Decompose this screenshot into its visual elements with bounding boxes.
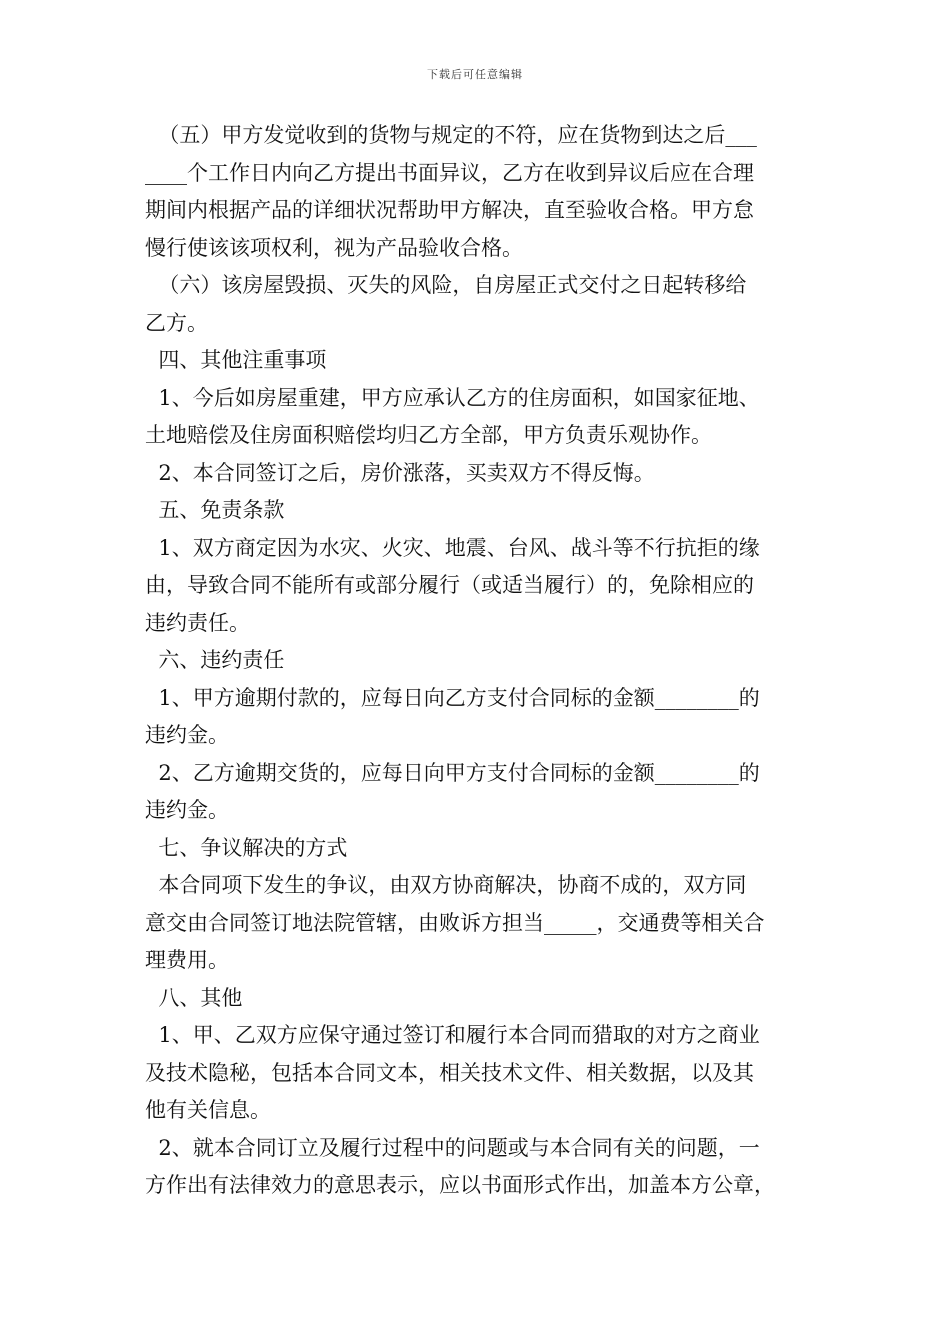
section-heading: 八、其他 — [145, 985, 243, 1010]
text-line: （六）该房屋毁损、灭失的风险，自房屋正式交付之日起转移给 — [145, 273, 747, 297]
text-line: 违约金。 — [145, 798, 229, 822]
text-line: 本合同项下发生的争议，由双方协商解决，协商不成的，双方同 — [145, 873, 747, 897]
text-line: 由，导致合同不能所有或部分履行（或适当履行）的，免除相应的 — [145, 573, 754, 597]
text-line: 1、甲、乙双方应保守通过签订和履行本合同而猎取的对方之商业 — [145, 1023, 760, 1047]
text-line: 及技术隐秘，包括本合同文本，相关技术文件、相关数据，以及其 — [145, 1060, 754, 1085]
contract-body — [145, 117, 809, 1205]
text-line: 1、甲方逾期付款的，应每日向乙方支付合同标的金额________的 — [145, 685, 760, 710]
text-line: 土地赔偿及住房面积赔偿均归乙方全部，甲方负责乐观协作。 — [145, 423, 712, 447]
text-line: ____个工作日内向乙方提出书面异议，乙方在收到异议后应在合理 — [145, 160, 754, 185]
section-heading: 六、违约责任 — [145, 648, 285, 672]
page-header-note: 下载后可任意编辑 — [427, 68, 523, 81]
text-line: 期间内根据产品的详细状况帮助甲方解决，直至验收合格。甲方怠 — [145, 198, 754, 222]
text-line: 2、本合同签订之后，房价涨落，买卖双方不得反悔。 — [145, 460, 655, 485]
text-line: 慢行使该该项权利，视为产品验收合格。 — [145, 235, 523, 260]
text-line: 2、就本合同订立及履行过程中的问题或与本合同有关的问题，一 — [145, 1135, 760, 1160]
section-heading: 五、免责条款 — [145, 498, 285, 522]
text-line: 他有关信息。 — [145, 1098, 271, 1122]
text-line: 1、今后如房屋重建，甲方应承认乙方的住房面积，如国家征地、 — [145, 385, 760, 410]
text-line: （五）甲方发觉收到的货物与规定的不符，应在货物到达之后___ — [145, 123, 757, 147]
text-line: 违约责任。 — [145, 610, 250, 635]
text-line: 意交由合同签订地法院管辖，由败诉方担当_____，交通费等相关合 — [145, 910, 765, 935]
text-line: 2、乙方逾期交货的，应每日向甲方支付合同标的金额________的 — [145, 760, 760, 785]
text-line: 理费用。 — [145, 948, 229, 972]
text-line: 违约金。 — [145, 723, 229, 747]
text-line: 1、双方商定因为水灾、火灾、地震、台风、战斗等不行抗拒的缘 — [145, 535, 760, 560]
section-heading: 四、其他注重事项 — [145, 348, 327, 372]
text-line: 乙方。 — [145, 310, 208, 335]
section-heading: 七、争议解决的方式 — [145, 835, 348, 860]
text-line: 方作出有法律效力的意思表示，应以书面形式作出，加盖本方公章， — [145, 1173, 775, 1197]
